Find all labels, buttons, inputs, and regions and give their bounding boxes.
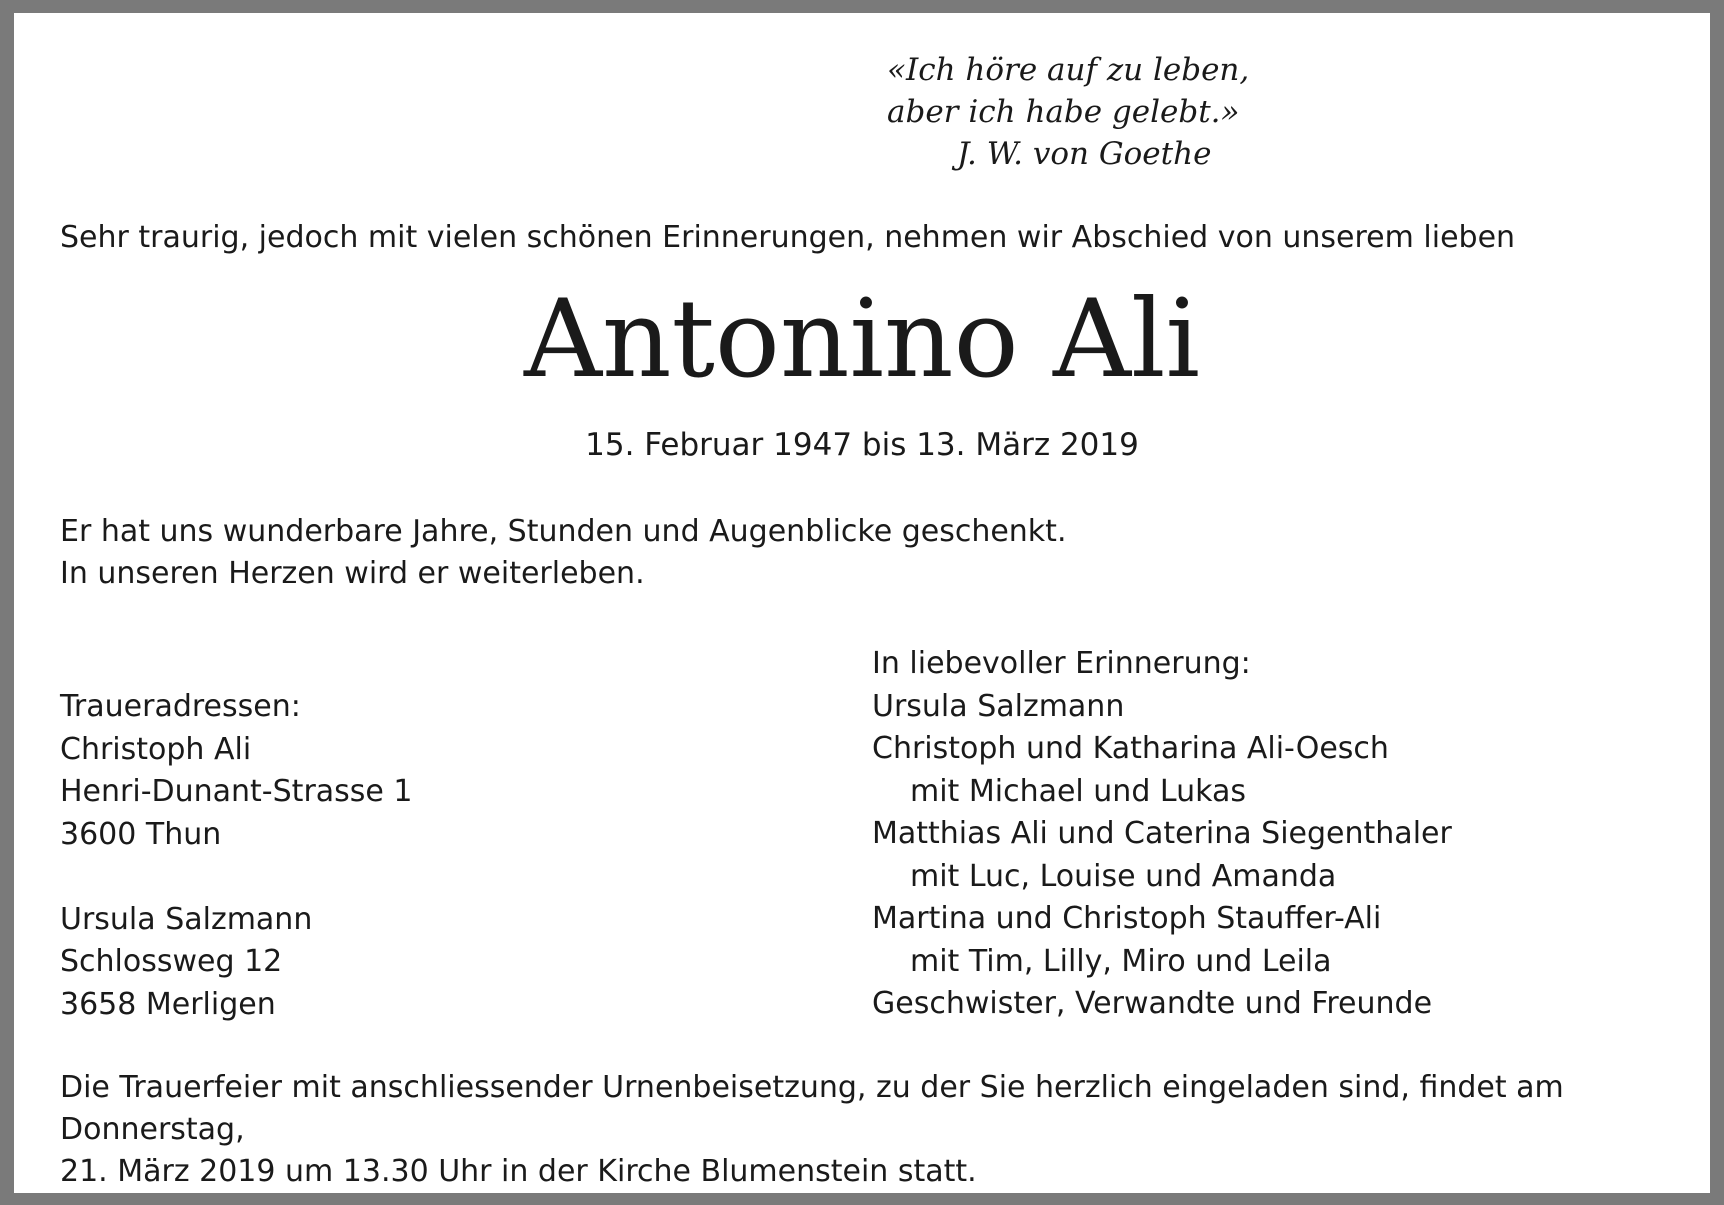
quote-line-1: «Ich höre auf zu leben, (887, 52, 1250, 88)
mourner-entry: Martina und Christoph Stauffer-Ali (872, 901, 1382, 936)
addresses-heading: Traueradressen: (60, 689, 301, 724)
message-line-2: In unseren Herzen wird er weiterleben. (60, 556, 645, 591)
quote-line-2: aber ich habe gelebt.» (887, 94, 1240, 130)
mourning-addresses (60, 686, 413, 1026)
address2-city: 3658 Merligen (60, 986, 276, 1022)
mourner-entry: Geschwister, Verwandte und Freunde (872, 986, 1433, 1021)
address-spacer (60, 856, 413, 899)
remembrance-message (60, 511, 1066, 595)
mourner-entry: Matthias Ali und Caterina Siegenthaler (872, 816, 1452, 851)
address1-city: 3600 Thun (60, 816, 222, 852)
mourners-heading: In liebevoller Erinnerung: (872, 646, 1251, 681)
goethe-quote (887, 49, 1249, 175)
mourner-entry: Ursula Salzmann (872, 688, 1125, 724)
ceremony-line-1: Die Trauerfeier mit anschliessender Urnenbeisetzung, zu der Sie herzlich eingeladen sind, findet am Donnerstag, (60, 1070, 1564, 1147)
life-dates: 15. Februar 1947 bis 13. März 2019 (585, 427, 1139, 463)
mourners-list (872, 643, 1452, 1026)
address1-street: Henri-Dunant-Strasse 1 (60, 774, 413, 809)
address1-name: Christoph Ali (60, 731, 252, 767)
intro-text: Sehr traurig, jedoch mit vielen schönen Erinnerungen, nehmen wir Abschied von unserem lieben (60, 220, 1516, 255)
ceremony-notice (60, 1067, 1660, 1193)
message-line-1: Er hat uns wunderbare Jahre, Stunden und Augenblicke geschenkt. (60, 514, 1067, 549)
mourner-entry: Christoph und Katharina Ali-Oesch (872, 731, 1389, 766)
mourner-children: mit Tim, Lilly, Miro und Leila (910, 943, 1332, 979)
ceremony-line-2: 21. März 2019 um 13.30 Uhr in der Kirche Blumenstein statt. (60, 1154, 977, 1189)
obituary-page (14, 13, 1710, 1193)
address2-name: Ursula Salzmann (60, 901, 313, 937)
deceased-name: Antonino Ali (523, 277, 1201, 402)
mourner-children: mit Michael und Lukas (910, 773, 1246, 809)
quote-author: J. W. von Goethe (957, 136, 1212, 172)
mourner-children: mit Luc, Louise und Amanda (910, 858, 1337, 894)
address2-street: Schlossweg 12 (60, 944, 283, 979)
